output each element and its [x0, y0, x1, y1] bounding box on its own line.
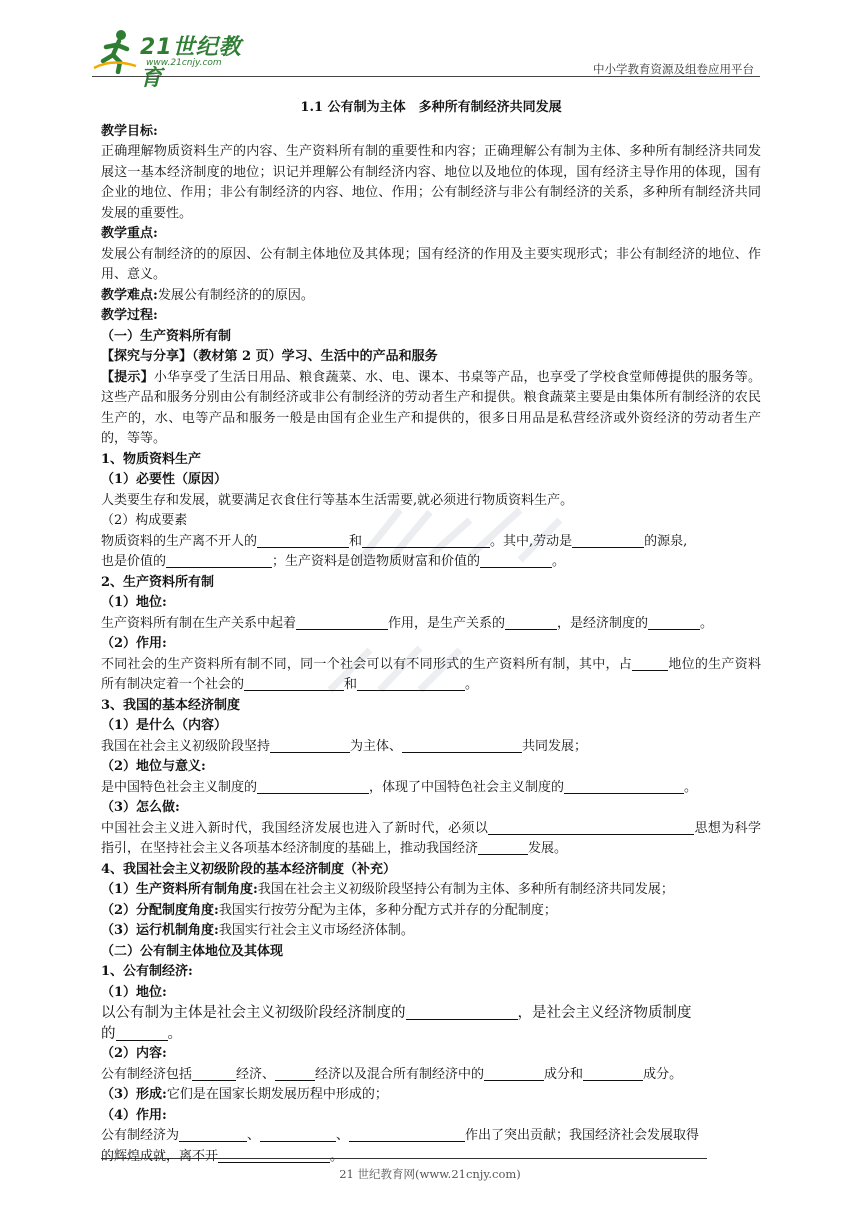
topic-2-1-heading: （1）地位:	[101, 595, 167, 610]
topic-2-2-text	[101, 655, 761, 696]
topic-3-3-heading: （3）怎么做:	[101, 800, 180, 815]
fill-blank[interactable]	[296, 615, 388, 630]
logo-url: www.21cnjy.com	[146, 58, 222, 68]
public-1-3	[101, 1085, 761, 1106]
topic-4-2	[101, 901, 761, 922]
text-run: 发展。	[528, 841, 568, 856]
text-run: 公有制经济包括	[101, 1066, 193, 1082]
fill-blank[interactable]	[583, 1066, 643, 1081]
topic-1-heading: 1、物质资料生产	[101, 451, 202, 467]
public-1-1-heading: （1）地位:	[101, 984, 167, 1000]
topic-3-1-text	[101, 737, 761, 758]
topic-4-2-heading: （2）分配制度角度:	[101, 902, 219, 918]
fill-blank[interactable]	[357, 676, 465, 691]
text-run: 。	[167, 1025, 182, 1042]
text-run: ，体现了中国特色社会主义制度的	[369, 779, 565, 795]
key-text: 发展公有制经济的的原因、公有制主体地位及其体现；国有经济的作用及主要实现形式；非公有制经济的地位、作用、意义。	[101, 246, 761, 282]
fill-blank[interactable]	[192, 1066, 236, 1081]
topic-1-2-heading: （2）构成要素	[101, 513, 188, 528]
topic-3-1-heading: （1）是什么（内容）	[101, 718, 228, 733]
fill-blank[interactable]	[116, 1026, 168, 1041]
fill-blank[interactable]	[478, 840, 528, 855]
section-1-heading: （一）生产资料所有制	[101, 328, 232, 344]
fill-blank[interactable]	[648, 615, 700, 630]
text-run: 。	[552, 554, 566, 569]
topic-2-2-heading: （2）作用:	[101, 636, 167, 651]
logo	[92, 28, 262, 91]
fill-blank[interactable]	[480, 553, 552, 568]
fill-blank[interactable]	[402, 738, 522, 753]
topic-1-2-text	[101, 532, 761, 573]
text-run: ，是经济制度的	[557, 615, 649, 631]
fill-blank[interactable]	[179, 1127, 247, 1142]
fill-blank[interactable]	[275, 1066, 315, 1081]
fill-blank[interactable]	[484, 1066, 544, 1081]
text-run: 的	[101, 1025, 116, 1042]
public-1-3-text: 它们是在国家长期发展历程中形成的；	[166, 1087, 388, 1102]
goal-heading: 教学目标:	[101, 123, 158, 139]
text-run: 。	[330, 1148, 344, 1164]
document-body	[101, 98, 761, 1167]
topic-4-1	[101, 880, 761, 901]
page-header	[92, 28, 760, 91]
text-run: 和	[349, 533, 363, 549]
public-1-3-heading: （3）形成:	[101, 1087, 167, 1102]
document-title: 1.1 公有制为主体 多种所有制经济共同发展	[300, 100, 562, 115]
fill-blank[interactable]	[572, 533, 644, 548]
fill-blank[interactable]	[270, 738, 350, 753]
footer-text: 21 世纪教育网(www.21cnjy.com)	[339, 1167, 521, 1181]
fill-blank[interactable]	[488, 820, 694, 835]
fill-blank[interactable]	[505, 615, 557, 630]
text-run: 经济、	[236, 1066, 276, 1082]
fill-blank[interactable]	[564, 779, 684, 794]
text-run: 的源泉,	[644, 533, 688, 549]
text-run: 思想为科学指引，在坚持社会主义各项基本经济制度的基础上，推动我国经济	[101, 820, 761, 856]
fill-blank[interactable]	[362, 533, 490, 548]
text-run: 。	[465, 677, 479, 692]
text-run: 不同社会的生产资料所有制不同，同一个社会可以有不同形式的生产资料所有制，其中，占	[101, 656, 633, 672]
text-run: 共同发展；	[522, 738, 588, 754]
public-1-heading: 1、公有制经济:	[101, 964, 193, 979]
topic-4-3-text: 我国实行社会主义市场经济体制。	[218, 923, 414, 938]
platform-label: 中小学教育资源及组卷应用平台	[593, 62, 754, 76]
public-1-4-heading: （4）作用:	[101, 1107, 167, 1123]
logo-text: 21世纪教育	[140, 35, 242, 91]
text-run: 作出了突出贡献；我国经济社会发展取得	[465, 1128, 700, 1143]
topic-4-heading: 4、我国社会主义初级阶段的基本经济制度（补充）	[101, 861, 397, 877]
text-run: 地位的生产资料所有制决定着一个社会的	[101, 656, 761, 692]
topic-4-1-text: 我国在社会主义初级阶段坚持公有制为主体、多种所有制经济共同发展；	[257, 882, 674, 897]
fill-blank[interactable]	[349, 1127, 465, 1142]
process-heading: 教学过程:	[101, 308, 158, 323]
fill-blank[interactable]	[257, 533, 349, 548]
text-run: 生产资料所有制在生产关系中起着	[101, 615, 297, 631]
text-run: 的辉煌成就，离不开	[101, 1148, 219, 1164]
text-run: 、	[247, 1128, 261, 1143]
text-run: 经济以及混合所有制经济中的	[315, 1066, 485, 1082]
fill-blank[interactable]	[218, 1148, 330, 1163]
text-run: ，是社会主义经济物质制度	[517, 1005, 692, 1021]
tip-paragraph	[101, 368, 761, 450]
public-1-1-text	[101, 1003, 761, 1044]
difficulty-text: 发展公有制经济的的原因。	[157, 287, 314, 303]
text-run: 。	[700, 615, 714, 631]
text-run: 成分。	[643, 1066, 683, 1082]
text-run: 和	[344, 677, 358, 692]
text-run: 成分和	[544, 1066, 584, 1082]
goal-text: 正确理解物质资料生产的内容、生产资料所有制的重要性和内容；正确理解公有制为主体、多种所有制经济共同发展这一基本经济制度的地位；识记并理解公有制经济内容、地位以及地位的体现，国有经济主导作用的体现，国有企业的地位、作用；非公有制经济的内容、地位、作用；公有制经济与非公有制经济的关系，多种所有制经济共同发展的重要性。	[101, 144, 761, 221]
difficulty-heading: 教学难点:	[101, 287, 158, 303]
text-run: 公有制经济为	[101, 1128, 180, 1143]
text-run: 。其中,劳动是	[490, 533, 573, 549]
difficulty-line	[101, 286, 761, 307]
tip-heading: 【提示】	[101, 369, 154, 385]
fill-blank[interactable]	[406, 1005, 518, 1020]
explore-heading: 【探究与分享】（教材第 2 页）学习、生活中的产品和服务	[101, 349, 438, 364]
text-run: 中国社会主义进入新时代，我国经济发展也进入了新时代，必须以	[101, 820, 489, 836]
topic-4-2-text: 我国实行按劳分配为主体，多种分配方式并存的分配制度；	[218, 902, 557, 918]
fill-blank[interactable]	[166, 553, 272, 568]
topic-3-heading: 3、我国的基本经济制度	[101, 697, 241, 713]
text-run: 是中国特色社会主义制度的	[101, 779, 258, 795]
topic-2-1-text	[101, 614, 761, 635]
text-run: 我国在社会主义初级阶段坚持	[101, 738, 271, 754]
public-1-2-text	[101, 1065, 761, 1086]
public-1-4-text	[101, 1126, 761, 1167]
topic-4-1-heading: （1）生产资料所有制角度:	[101, 882, 258, 897]
topic-3-2-heading: （2）地位与意义:	[101, 759, 206, 774]
key-heading: 教学重点:	[101, 226, 158, 241]
header-divider	[92, 76, 760, 77]
fill-blank[interactable]	[244, 676, 344, 691]
topic-4-3-heading: （3）运行机制角度:	[101, 923, 219, 938]
topic-1-1-text: 人类要生存和发展，就要满足衣食住行等基本生活需要,就必须进行物质资料生产。	[101, 492, 574, 508]
section-2-heading: （二）公有制主体地位及其体现	[101, 943, 284, 959]
runner-icon	[92, 28, 140, 74]
text-run: 以公有制为主体是社会主义初级阶段经济制度的	[101, 1005, 406, 1021]
topic-4-3	[101, 921, 761, 942]
text-run: ；生产资料是创造物质财富和价值的	[272, 554, 481, 569]
footer-divider	[101, 1158, 707, 1159]
topic-3-2-text	[101, 778, 761, 799]
public-1-2-heading: （2）内容:	[101, 1046, 167, 1061]
text-run: 。	[684, 779, 698, 795]
text-run: 也是价值的	[101, 554, 167, 569]
fill-blank[interactable]	[632, 656, 668, 671]
tip-text: 小华享受了生活日用品、粮食蔬菜、水、电、课本、书桌等产品，也享受了学校食堂师傅提供的服务等。这些产品和服务分别由公有制经济或非公有制经济的劳动者生产和提供。粮食蔬菜主要是由集体所有制经济的农民生产的，水、电等产品和服务一般是由国有企业生产和提供的，很多日用品是私营经济或外资经济的劳动者生产的，等等。	[101, 369, 761, 446]
fill-blank[interactable]	[257, 779, 369, 794]
fill-blank[interactable]	[260, 1127, 336, 1142]
text-run: 物质资料的生产离不开人的	[101, 533, 258, 549]
topic-3-3-text	[101, 819, 761, 860]
text-run: 作用，是生产关系的	[388, 615, 506, 631]
text-run: 为主体、	[350, 738, 403, 754]
topic-2-heading: 2、生产资料所有制	[101, 574, 215, 590]
text-run: 、	[336, 1128, 350, 1143]
topic-1-1-heading: （1）必要性（原因）	[101, 472, 228, 487]
